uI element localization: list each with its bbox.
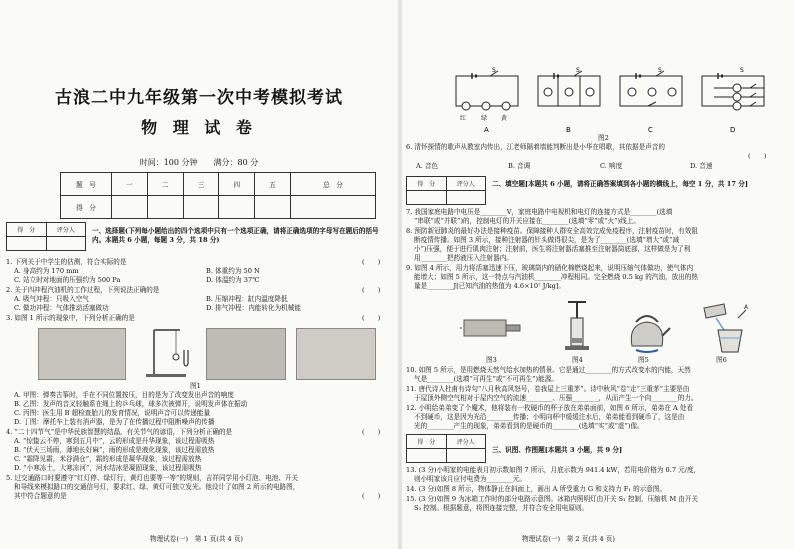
grader-input-cell[interactable] — [446, 191, 486, 205]
time-and-score-line: 时间：100 分钟 满分：80 分 — [139, 158, 259, 167]
option-letter: A — [484, 126, 489, 134]
question-6: 6. 清怀探情的歌声从教室内传出，江老师隔着墙能判断出是小华在唱歌，其依据是声音的 — [406, 143, 665, 151]
grader-table — [6, 222, 86, 251]
table-row — [7, 223, 86, 237]
option-letter: D — [730, 126, 736, 134]
q1-option-d: D. 体温约为 37℃ — [206, 276, 260, 284]
q1-option-b: B. 体重约为 50 N — [206, 267, 260, 275]
question-5-line-3: 其中符合题意的是 — [14, 492, 67, 500]
circuit-option-c[interactable] — [620, 71, 682, 106]
svg-text:A: A — [744, 304, 749, 311]
table-row — [7, 237, 86, 251]
switch-label: S — [576, 67, 580, 74]
score-table-cell: 总 分 — [290, 173, 375, 196]
lamp-label: 红 — [460, 115, 467, 122]
grader-cell: 评分人 — [446, 177, 486, 191]
question-5-line-1: 5. 过交通路口时要遵守“红灯停、绿灯行，黄灯也要等一等”的规则，吉祥同学用小灯泡、电池、开关 — [6, 474, 299, 482]
figure-4-label: 图4 — [572, 356, 583, 364]
question-8-line-2: 断疫情传播。如图 3 所示，接种注射器的针头做得很尖，是为了________(选填“增大”或“减 — [414, 236, 680, 244]
q2-option-b: B. 压缩冲程：缸内温度降低 — [206, 295, 288, 303]
answer-paren[interactable]: ( ) — [362, 492, 381, 500]
question-13-line-2: 则小明家该月应付电费为________元。 — [414, 475, 527, 483]
question-9-line-1: 9. 如图 4 所示，用力将活塞迅速下压，玻璃筒内的硝化棉燃烧起来，说明压缩气体做功，使气体内 — [406, 264, 694, 272]
figure-2-circuits — [452, 66, 772, 136]
table-row — [407, 177, 486, 191]
score-input-cell[interactable] — [112, 196, 148, 219]
exam-title: 古浪二中九年级第一次中考模拟考试 — [55, 88, 343, 108]
figure-5-kettle — [622, 306, 672, 356]
question-12-line-3: 光的________产生的现象，弟弟看到的是硬币的________(选填“实”或“虚”)像。 — [414, 422, 644, 430]
table-row — [407, 191, 486, 205]
score-input-cell[interactable] — [255, 196, 291, 219]
q3-option-a: A. 甲图：弹奏古筝时，手在不同位置按压，目的是为了改变发出声音的响度 — [14, 391, 234, 399]
lamp-label: 绿 — [481, 115, 488, 122]
option-letter: B — [566, 126, 571, 134]
score-table — [60, 172, 376, 219]
figure-1-label: 图1 — [190, 382, 201, 390]
q2-option-c: C. 做功冲程：气体推动活塞做功 — [14, 304, 109, 312]
section2-header: 二、填空题[本题共 6 小题，请将正确答案填到各小题的横线上，每空 1 分，共 17 分] — [492, 180, 748, 188]
table-row — [61, 173, 376, 196]
question-4: 4. “二十四节气”是中华民族智慧的结晶，有关节气的谚语，下列分析正确的是 — [6, 428, 233, 436]
grader-input-cell[interactable] — [446, 449, 486, 463]
q4-option-a: A. “惊蛰云不停，寒到五月中”，云的形成是升华现象，该过程需吸热 — [14, 437, 215, 445]
question-11-line-2: 于屋顶外侧空气相对于屋内空气的流速________、压强________，从而产生一个向________的力。 — [414, 394, 698, 402]
answer-paren[interactable]: ( ) — [362, 286, 381, 294]
answer-paren[interactable]: ( ) — [362, 428, 381, 436]
question-10-line-2: 气是________(选填“可再生”或“不可再生”)能源。 — [414, 375, 558, 383]
q1-option-c: C. 站立时对地面的压强约为 500 Pa — [14, 276, 121, 284]
table-row — [407, 449, 486, 463]
score-table-cell: 五 — [255, 173, 291, 196]
switch-label: S — [740, 67, 744, 74]
grader-cell: 评分人 — [446, 435, 486, 449]
question-8-line-1: 8. 预防新冠肺炎的最好办法是接种疫苗。保障接种人群安全高效完成免疫程序，注射疫苗时，有效阻 — [406, 227, 698, 235]
figure-2-label: 图2 — [598, 134, 609, 142]
grader-cell: 得 分 — [7, 223, 47, 237]
exam-subtitle: 物 理 试 卷 — [141, 118, 257, 137]
q6-option-a: A. 音色 — [416, 162, 439, 170]
q6-option-d: D. 音速 — [690, 162, 713, 170]
figure-4-piston-cylinder — [562, 300, 592, 354]
question-7-line-1: 7. 我国家庭电路中电压是________V，家庭电路中电视机和电灯的连接方式是________(选填 — [406, 208, 673, 216]
score-table-cell: 一 — [112, 173, 148, 196]
figure-6-label: 图6 — [716, 356, 727, 364]
grader-cell: 得 分 — [407, 435, 447, 449]
score-input-cell[interactable] — [147, 196, 183, 219]
question-15-line-2: S₂ 控制。根据题意，将图连接完整，并符合安全用电原则。 — [414, 504, 589, 512]
figure-6-cup-and-coin — [694, 300, 750, 356]
question-10-line-1: 10. 如图 5 所示，是用燃烧天然气给水加热的情景。它是通过________的方式改变水的内能，天然 — [406, 366, 691, 374]
question-8-line-3: 小”)压强，便于进行肌肉注射；注射前，医生将注射器活塞推至注射器筒底部，这样做是为了利 — [414, 245, 691, 253]
answer-paren[interactable]: ( ) — [748, 152, 767, 160]
question-1: 1. 下列关于中学生的估测，符合实际的是 — [6, 258, 127, 266]
q6-option-c: C. 响度 — [600, 162, 623, 170]
switch-label: S — [492, 67, 496, 74]
score-table-cell: 二 — [147, 173, 183, 196]
page-footer: 物理试卷(一) 第 1 页(共 4 页) — [150, 535, 244, 543]
question-3: 3. 如图 1 所示的现象中，下列分析正确的是 — [6, 314, 135, 322]
question-12-line-2: 不到硬币，这是因为光沿________传播；小明向杯中缓缓注水后，弟弟能看到硬币了，这是由 — [414, 413, 685, 421]
circuit-option-b[interactable] — [538, 71, 600, 106]
q3-option-d: D. 丁图：摩托车上装有消声器，是为了在传播过程中阻断噪声的传播 — [14, 418, 215, 426]
question-14: 14. (3 分)如图 8 所示，物体静止在斜面上，画出 A 所受重力 G 和支持力 F₁ 的示意图。 — [406, 485, 667, 493]
question-7-line-2: “串联”或“并联”)的，控制电灯的开关应接在________(选填“零”或“火”)线上。 — [414, 217, 640, 225]
question-8-line-4: 用________把药液压入注射器内。 — [414, 254, 513, 262]
score-table-cell: 题 号 — [61, 173, 112, 196]
score-input-cell[interactable] — [183, 196, 219, 219]
figure-3-label: 图3 — [486, 356, 497, 364]
lamp-label: 黄 — [501, 115, 508, 122]
figure-1-ultrasound-photo — [206, 328, 286, 380]
grader-input-cell[interactable] — [7, 237, 47, 251]
figure-1-motorcycle-photo — [296, 328, 376, 380]
q1-option-a: A. 身高约为 170 mm — [14, 267, 79, 275]
score-table-cell: 四 — [219, 173, 255, 196]
q6-option-b: B. 音调 — [508, 162, 531, 170]
grader-input-cell[interactable] — [407, 449, 447, 463]
option-letter: C — [648, 126, 653, 134]
table-row — [407, 435, 486, 449]
answer-paren[interactable]: ( ) — [362, 258, 381, 266]
answer-paren[interactable]: ( ) — [362, 314, 381, 322]
score-table-cell: 三 — [183, 173, 219, 196]
figure-3-syringe — [460, 306, 524, 352]
circuit-option-d[interactable] — [702, 73, 764, 110]
question-15-line-1: 15. (3 分)如图 9 为冰箱工作时的部分电路示意图。冰箱内照明灯由开关 S₁ 控制，压缩机 M 由开关 — [406, 495, 699, 503]
question-9-line-3: 量是________J[已知汽油的热值为 4.6×10⁷ J/kg]。 — [414, 282, 566, 290]
grader-cell: 评分人 — [46, 223, 86, 237]
table-row — [61, 196, 376, 219]
grader-input-cell[interactable] — [46, 237, 86, 251]
question-5-line-2: 和导线来模拟路口的交通信号灯，要求红、绿、黄灯可独立发光。他设计了如图 2 所示的电路图， — [14, 483, 300, 491]
question-12-line-1: 12. 小明给弟弟变了个魔术，他将装有一枚硬币的杯子放在弟弟面前，如图 6 所示，弟弟在 A 处看 — [406, 404, 694, 412]
figure-1-tuning-fork — [140, 326, 196, 378]
q3-option-b: B. 乙图：发声的音叉轻触系在绳上的乒乓球，球多次被弹开，说明发声体在振动 — [14, 400, 248, 408]
switch-label: S — [658, 67, 662, 74]
section1-header: 一、选择题(下列每小题给出的四个选项中只有一个选项正确，请将正确选项的字母写在题后的括号内。本题共 6 小题，每题 3 分，共 18 分) — [92, 227, 379, 244]
score-input-cell[interactable] — [219, 196, 255, 219]
page-footer: 物理试卷(一) 第 2 页(共 4 页) — [522, 535, 616, 543]
question-13-line-1: 13. (3 分)小明家的电能表月初示数如图 7 所示，月底示数为 941.4 kW，若用电价格为 0.7 元/度， — [406, 466, 701, 474]
q3-option-c: C. 丙图：医生用 B 超检查胎儿的发育情况，说明声音可以传递能量 — [14, 409, 211, 417]
question-2: 2. 关于四冲程汽油机的工作过程，下列说法正确的是 — [6, 286, 160, 294]
q4-option-b: B. “伏天三场雨，薄地长好麻”，雨的形成是液化现象，该过程需放热 — [14, 446, 215, 454]
q4-option-d: D. “小寒冻土，大寒冻河”，河水结冰是凝固现象，该过程需吸热 — [14, 464, 202, 472]
question-9-line-2: 能增大；如图 5 所示，这一特点与汽油机________冲程相同。完全燃烧 0.5 kg 的汽油，放出的热 — [414, 273, 698, 281]
section3-header: 三、识图、作图题[本题共 3 小题，共 9 分] — [492, 446, 623, 454]
grader-input-cell[interactable] — [407, 191, 447, 205]
circuit-option-a[interactable] — [456, 71, 518, 110]
q2-option-d: D. 排气冲程：内能转化为机械能 — [206, 304, 301, 312]
q4-option-c: C. “霜降见霜，米谷满仓”，霜的形成是凝华现象，该过程需放热 — [14, 455, 202, 463]
grader-table — [406, 434, 486, 463]
figure-1-guzheng-photo — [38, 328, 126, 380]
q2-option-a: A. 吸气冲程：只吸入空气 — [14, 295, 89, 303]
score-table-cell: 得 分 — [61, 196, 112, 219]
grader-table — [406, 176, 486, 205]
question-11-line-1: 11. 唐代诗人杜甫有诗句“八月秋高风怒号，卷我屋上三重茅”。诗中秋风“卷”走“三重茅”主要是由 — [406, 385, 690, 393]
grader-cell: 得 分 — [407, 177, 447, 191]
figure-5-label: 图5 — [638, 356, 649, 364]
score-input-cell[interactable] — [290, 196, 375, 219]
exam-page-right — [402, 0, 794, 549]
